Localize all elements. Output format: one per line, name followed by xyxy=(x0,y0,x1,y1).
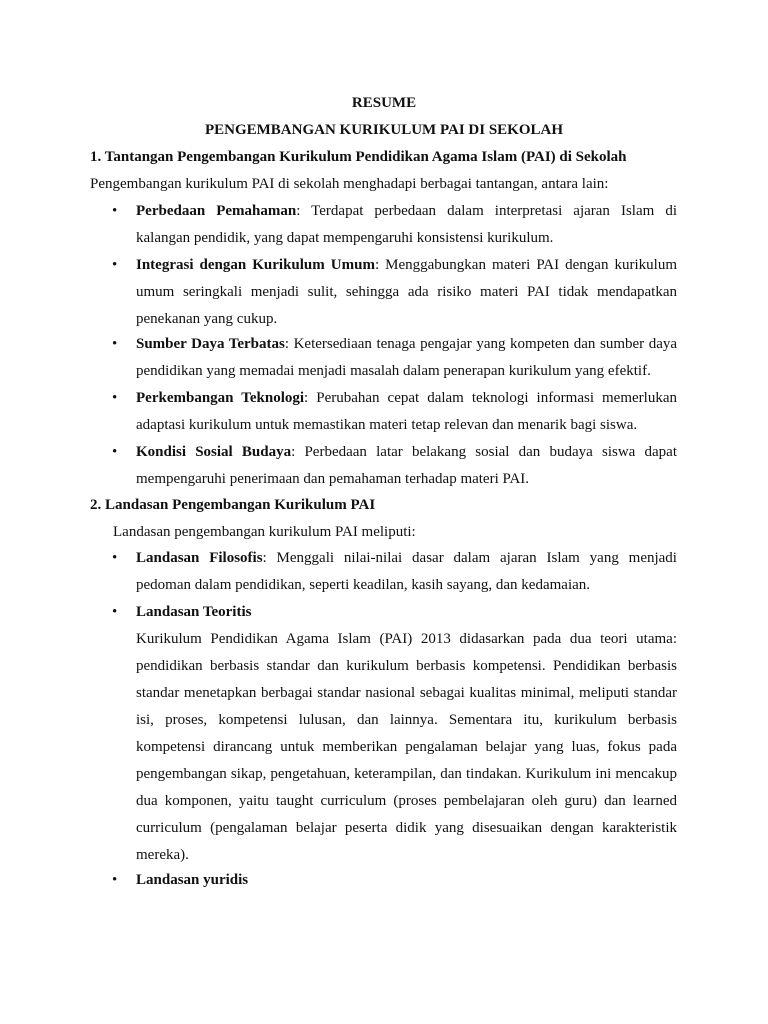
list-item-line: kalangan pendidik, yang dapat mempengaruhi konsistensi kurikulum. xyxy=(136,230,554,246)
list-item-line: Landasan Filosofis: Menggali nilai-nilai dasar dalam ajaran Islam yang menjadi xyxy=(136,550,677,566)
list-item-line: pedoman dalam pendidikan, seperti keadilan, kasih sayang, dan kedamaian. xyxy=(136,577,591,593)
document-subtitle: PENGEMBANGAN KURIKULUM PAI DI SEKOLAH xyxy=(204,122,564,138)
bullet-icon: • xyxy=(112,390,118,406)
list-item-line: umum seringkali menjadi sulit, sehingga ada risiko materi PAI tidak mendapatkan xyxy=(136,284,677,300)
list-item-line: isi, proses, kompetensi lulusan, dan lainnya. Sementara itu, kurikulum berbasis xyxy=(136,712,677,728)
list-item-line: pengembangan sikap, pengetahuan, keterampilan, dan tindakan. Kurikulum ini mencakup xyxy=(136,766,677,782)
document-title: RESUME xyxy=(351,95,417,111)
list-item-line: mempengaruhi penerimaan dan pemahaman terhadap materi PAI. xyxy=(136,471,530,487)
list-item-line: Kondisi Sosial Budaya: Perbedaan latar belakang sosial dan budaya siswa dapat xyxy=(136,444,677,460)
list-item-line: mereka). xyxy=(136,847,189,863)
section-2-heading: 2. Landasan Pengembangan Kurikulum PAI xyxy=(90,497,376,513)
list-item-term: Landasan yuridis xyxy=(136,872,249,888)
list-item-line: Perkembangan Teknologi: Perubahan cepat dalam teknologi informasi memerlukan xyxy=(136,390,677,406)
list-item-term: Sumber Daya Terbatas xyxy=(136,336,285,352)
section-1-heading: 1. Tantangan Pengembangan Kurikulum Pendidikan Agama Islam (PAI) di Sekolah xyxy=(90,149,627,165)
list-item-term: Kondisi Sosial Budaya xyxy=(136,444,292,460)
list-item-term: Landasan Teoritis xyxy=(136,604,252,620)
list-item-line: Kurikulum Pendidikan Agama Islam (PAI) 2013 didasarkan pada dua teori utama: xyxy=(136,631,677,647)
bullet-icon: • xyxy=(112,604,118,620)
list-item-line xyxy=(136,603,677,621)
bullet-icon: • xyxy=(112,444,118,460)
list-item-line: Integrasi dengan Kurikulum Umum: Menggabungkan materi PAI dengan kurikulum xyxy=(136,257,677,273)
list-item-line: curriculum (pengalaman belajar peserta didik yang disesuaikan dengan karakteristik xyxy=(136,820,677,836)
bullet-icon: • xyxy=(112,872,118,888)
list-item-line: adaptasi kurikulum untuk memastikan materi tetap relevan dan menarik bagi siswa. xyxy=(136,417,638,433)
list-item-term: Perkembangan Teknologi xyxy=(136,390,305,406)
bullet-icon: • xyxy=(112,203,118,219)
section-2-intro: Landasan pengembangan kurikulum PAI meliputi: xyxy=(113,524,416,540)
list-item-line xyxy=(136,871,677,889)
list-item-line: penekanan yang cukup. xyxy=(136,311,278,327)
bullet-icon: • xyxy=(112,257,118,273)
list-item-line: kompetensi dirancang untuk memberikan pengalaman belajar yang luas, fokus pada xyxy=(136,739,677,755)
bullet-icon: • xyxy=(112,336,118,352)
list-item-line: pendidikan yang memadai menjadi masalah dalam penerapan kurikulum yang efektif. xyxy=(136,363,651,379)
list-item-term: Perbedaan Pemahaman xyxy=(136,203,297,219)
bullet-icon: • xyxy=(112,550,118,566)
list-item-term: Landasan Filosofis xyxy=(136,550,263,566)
list-item-line: Perbedaan Pemahaman: Terdapat perbedaan dalam interpretasi ajaran Islam di xyxy=(136,203,677,219)
list-item-line: pendidikan berbasis standar dan kurikulum berbasis kompetensi. Pendidikan berbasis xyxy=(136,658,677,674)
section-1-intro: Pengembangan kurikulum PAI di sekolah menghadapi berbagai tantangan, antara lain: xyxy=(90,176,609,192)
list-item-line: dua komponen, yaitu taught curriculum (proses pembelajaran oleh guru) dan learned xyxy=(136,793,677,809)
list-item-term: Integrasi dengan Kurikulum Umum xyxy=(136,257,375,273)
list-item-line: Sumber Daya Terbatas: Ketersediaan tenaga pengajar yang kompeten dan sumber daya xyxy=(136,336,677,352)
list-item-line: standar menetapkan berbagai standar nasional sebagai kualitas minimal, meliputi standar xyxy=(136,685,677,701)
